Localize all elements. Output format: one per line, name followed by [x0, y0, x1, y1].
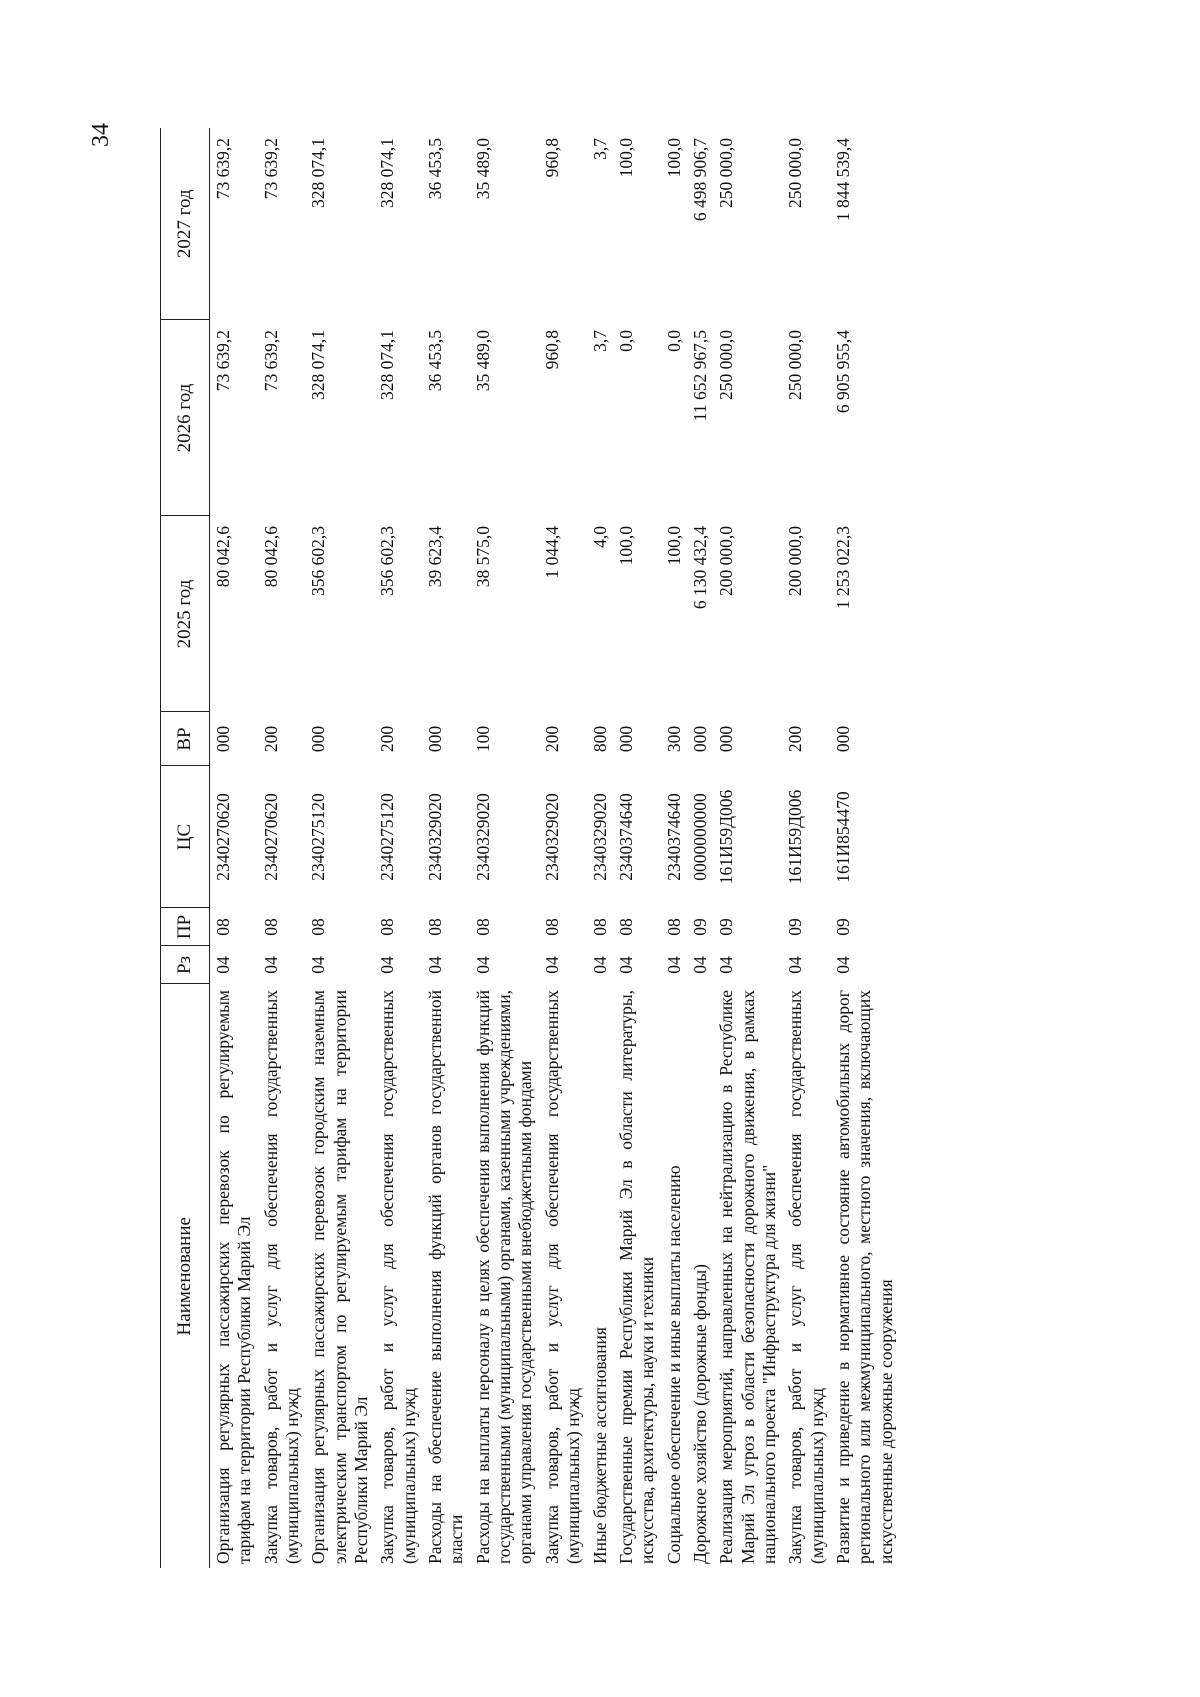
cell-2025: 100,0: [615, 526, 636, 566]
cell-pr: 08: [615, 918, 636, 936]
header-name: Наименование: [161, 984, 210, 1568]
cell-2027: 35 489,0: [472, 138, 493, 200]
cell-pr: 09: [689, 918, 710, 936]
cell-2027: 1 844 539,4: [832, 138, 853, 222]
cell-vr: 000: [425, 725, 446, 753]
table-row: [539, 128, 587, 1568]
cell-vr: 300: [663, 725, 684, 753]
cell-cs: 2340329020: [541, 793, 562, 881]
cell-pr: 08: [308, 918, 329, 936]
cell-vr: 200: [260, 725, 281, 753]
cell-2027: 960,8: [541, 138, 562, 178]
cell-2025: 39 623,4: [425, 526, 446, 588]
cell-cs: 2340329020: [589, 793, 610, 881]
table-row: [661, 128, 687, 1568]
cell-vr: 100: [472, 725, 493, 753]
cell-cs: 2340374640: [615, 793, 636, 881]
cell-vr: 000: [716, 725, 737, 753]
cell-2025: 4,0: [589, 526, 610, 548]
cell-vr: 200: [785, 725, 806, 753]
cell-vr: 000: [615, 725, 636, 753]
cell-name: Закупка товаров, работ и услуг для обеспечения государственных (муниципальных) нужд: [541, 990, 584, 1564]
table-row: [210, 128, 258, 1568]
cell-pr: 09: [832, 918, 853, 936]
cell-rz: 04: [615, 956, 636, 974]
cell-vr: 000: [689, 725, 710, 753]
cell-name: Закупка товаров, работ и услуг для обеспечения государственных (муниципальных) нужд: [377, 990, 419, 1564]
cell-2027: 100,0: [663, 138, 684, 178]
cell-pr: 08: [213, 918, 233, 936]
table-body: [210, 128, 899, 1568]
cell-2027: 250 000,0: [785, 138, 806, 208]
cell-rz: 04: [308, 956, 329, 974]
cell-2027: 73 639,2: [260, 138, 281, 200]
cell-rz: 04: [260, 956, 281, 974]
cell-name: Расходы на обеспечение выполнения функций органов государственной власти: [425, 990, 467, 1564]
cell-2026: 0,0: [615, 330, 636, 352]
cell-cs: 2340270620: [213, 793, 233, 881]
cell-pr: 08: [472, 918, 493, 936]
cell-2025: 200 000,0: [716, 526, 737, 596]
cell-name: Иные бюджетные ассигнования: [589, 1327, 610, 1564]
cell-rz: 04: [377, 956, 398, 974]
cell-2025: 38 575,0: [472, 526, 493, 588]
table-row: [258, 128, 306, 1568]
cell-2027: 100,0: [615, 138, 636, 178]
cell-rz: 04: [663, 956, 684, 974]
cell-2027: 36 453,5: [425, 138, 446, 200]
header-vr: ВР: [161, 712, 210, 766]
cell-2026: 3,7: [589, 330, 610, 352]
cell-cs: 2340275120: [308, 793, 329, 881]
budget-table: [160, 128, 899, 1568]
cell-rz: 04: [425, 956, 446, 974]
cell-2025: 1 044,4: [541, 526, 562, 579]
table-row: [687, 128, 713, 1568]
cell-pr: 08: [589, 918, 610, 936]
table-row: [613, 128, 661, 1568]
cell-name: Дорожное хозяйство (дорожные фонды): [689, 1263, 710, 1564]
cell-2026: 73 639,2: [213, 330, 233, 392]
cell-2027: 6 498 906,7: [689, 138, 710, 222]
table-row: [713, 128, 782, 1568]
cell-name: Организация регулярных пассажирских перевозок по регулируемым тарифам на территории Республики Марий Эл: [213, 990, 255, 1564]
cell-name: Закупка товаров, работ и услуг для обеспечения государственных (муниципальных) нужд: [260, 990, 303, 1564]
cell-2026: 36 453,5: [425, 330, 446, 392]
cell-rz: 04: [472, 956, 493, 974]
header-2026: 2026 год: [161, 320, 210, 516]
header-rz: Рз: [161, 946, 210, 984]
cell-vr: 200: [541, 725, 562, 753]
cell-name: Реализация мероприятий, направленных на нейтрализацию в Республике Марий Эл угроз в области безопасности дорожного движения, в рамках национального проекта "Инфраструктура для жизни": [716, 990, 779, 1564]
cell-2025: 356 602,3: [308, 526, 329, 596]
cell-pr: 09: [716, 918, 737, 936]
cell-cs: 161И59Д006: [716, 789, 737, 885]
cell-2026: 11 652 967,5: [689, 330, 710, 422]
cell-pr: 09: [785, 918, 806, 936]
cell-rz: 04: [785, 956, 806, 974]
cell-rz: 04: [213, 956, 233, 974]
cell-pr: 08: [425, 918, 446, 936]
cell-2027: 250 000,0: [716, 138, 737, 208]
cell-rz: 04: [589, 956, 610, 974]
header-2025: 2025 год: [161, 516, 210, 712]
header-2027: 2027 год: [161, 128, 210, 320]
cell-name: Государственные премии Республики Марий Эл в области литературы, искусства, архитектуры, науки и техники: [615, 990, 658, 1564]
cell-vr: 000: [213, 725, 233, 753]
cell-2025: 1 253 022,3: [832, 526, 853, 610]
cell-2025: 6 130 432,4: [689, 526, 710, 610]
cell-2027: 3,7: [589, 138, 610, 160]
cell-2025: 80 042,6: [213, 526, 233, 588]
page-number: 34: [88, 123, 114, 147]
cell-2026: 328 074,1: [308, 330, 329, 400]
table-row: [305, 128, 374, 1568]
cell-2027: 328 074,1: [308, 138, 329, 208]
cell-cs: 2340374640: [663, 793, 684, 881]
cell-cs: 161И59Д006: [785, 789, 806, 885]
cell-vr: 000: [832, 725, 853, 753]
cell-2026: 0,0: [663, 330, 684, 352]
cell-2026: 328 074,1: [377, 330, 398, 400]
cell-cs: 161И854470: [832, 791, 853, 883]
table-header: [161, 128, 210, 1568]
cell-cs: 2340270620: [260, 793, 281, 881]
cell-cs: 2340275120: [377, 793, 398, 881]
cell-cs: 2340329020: [472, 793, 493, 881]
cell-2026: 250 000,0: [716, 330, 737, 400]
cell-2026: 73 639,2: [260, 330, 281, 392]
cell-pr: 08: [663, 918, 684, 936]
header-cs: ЦС: [161, 766, 210, 908]
cell-rz: 04: [541, 956, 562, 974]
cell-name: Закупка товаров, работ и услуг для обеспечения государственных (муниципальных) нужд: [785, 990, 827, 1564]
cell-name: Организация регулярных пассажирских перевозок городским наземным электрическим транспортом по регулируемым тарифам на территории Республики Марий Эл: [308, 990, 372, 1564]
cell-2025: 356 602,3: [377, 526, 398, 596]
cell-2026: 250 000,0: [785, 330, 806, 400]
cell-cs: 0000000000: [689, 793, 710, 881]
table-row: [830, 128, 899, 1568]
cell-2025: 80 042,6: [260, 526, 281, 588]
cell-2026: 35 489,0: [472, 330, 493, 392]
table-row: [374, 128, 422, 1568]
cell-pr: 08: [260, 918, 281, 936]
cell-2027: 328 074,1: [377, 138, 398, 208]
cell-2025: 200 000,0: [785, 526, 806, 596]
cell-name: Развитие и приведение в нормативное состояние автомобильных дорог регионального или межмуниципального, местного значения, включающих искусственные дорожные сооружения: [832, 990, 896, 1564]
cell-rz: 04: [716, 956, 737, 974]
table-row: [470, 128, 539, 1568]
cell-vr: 000: [308, 725, 329, 753]
cell-pr: 08: [377, 918, 398, 936]
table-row: [587, 128, 613, 1568]
rotated-page: [80, 68, 1120, 1628]
table-row: [782, 128, 830, 1568]
cell-name: Социальное обеспечение и иные выплаты населению: [663, 1165, 684, 1564]
cell-vr: 800: [589, 725, 610, 753]
cell-2025: 100,0: [663, 526, 684, 566]
cell-rz: 04: [832, 956, 853, 974]
cell-pr: 08: [541, 918, 562, 936]
cell-name: Расходы на выплаты персоналу в целях обеспечения выполнения функций государственными (муниципальными) органами, казенными учреждениями, органами управления государственными внебюджетными фондами: [472, 990, 536, 1564]
cell-2027: 73 639,2: [213, 138, 233, 200]
table-row: [422, 128, 470, 1568]
cell-2026: 6 905 955,4: [832, 330, 853, 414]
cell-rz: 04: [689, 956, 710, 974]
cell-cs: 2340329020: [425, 793, 446, 881]
cell-vr: 200: [377, 725, 398, 753]
header-pr: ПР: [161, 908, 210, 946]
cell-2026: 960,8: [541, 330, 562, 370]
